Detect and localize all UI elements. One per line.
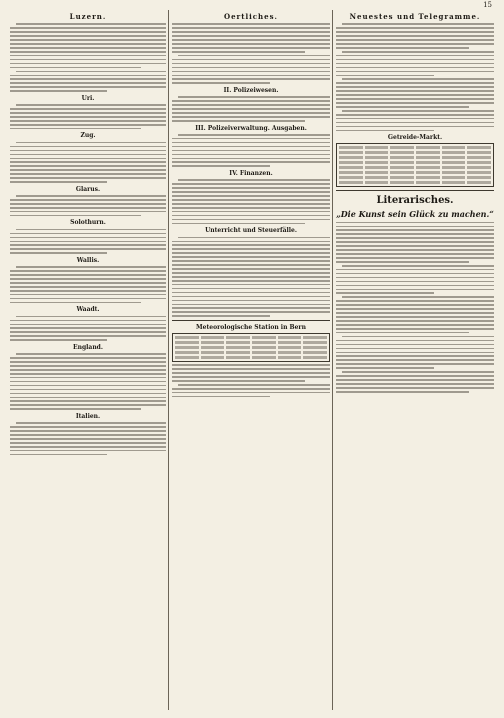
column-divider [332, 10, 333, 710]
section-body [172, 134, 330, 167]
section-body [10, 142, 166, 183]
section-body [172, 23, 330, 84]
subsection-title: IV. Finanzen. [229, 170, 273, 177]
subsection-title: Getreide-Markt. [387, 134, 443, 142]
section-heading: Oertliches. [224, 12, 278, 21]
feature-title: Literarisches. [376, 195, 454, 207]
section-body [336, 23, 494, 131]
feature-quote: „Die Kunst sein Glück zu machen.“ [336, 209, 494, 220]
subsection-title: II. Polizeiwesen. [223, 87, 279, 94]
section-divider [336, 190, 494, 191]
section-body [10, 23, 166, 92]
section-body [10, 104, 166, 129]
subsection-title: Wallis. [76, 256, 100, 264]
section-body [10, 266, 166, 303]
market-table [336, 143, 494, 187]
left-column [10, 10, 166, 710]
subsection-title: Waadt. [76, 306, 100, 314]
subsection-title: Zug. [80, 132, 96, 140]
section-body [172, 237, 330, 317]
section-body [10, 316, 166, 341]
section-divider [172, 320, 330, 321]
section-body [172, 179, 330, 224]
center-column [172, 10, 330, 710]
section-body [10, 422, 166, 455]
subsection-title: Solothurn. [70, 219, 106, 227]
section-body [10, 195, 166, 216]
section-body [172, 364, 330, 397]
weather-table [172, 333, 330, 362]
section-body [10, 229, 166, 254]
subsection-title: England. [73, 343, 103, 351]
subsection-title: Glarus. [75, 185, 101, 193]
table-title: Meteorologische Station in Bern [196, 323, 306, 331]
subsection-title: Unterricht und Steuerfälle. [205, 227, 297, 235]
subsection-title: Uri. [81, 94, 95, 102]
page-number: 15 [483, 1, 492, 9]
subsection-title: Italien. [75, 412, 101, 420]
right-column [336, 10, 494, 710]
section-body [10, 353, 166, 410]
column-divider [168, 10, 169, 710]
section-heading: Neuestes und Telegramme. [349, 12, 481, 21]
subsection-title: III. Polizeiverwaltung. Ausgaben. [195, 124, 307, 132]
section-body [172, 96, 330, 121]
section-body [336, 222, 494, 393]
section-heading: Luzern. [69, 12, 107, 21]
